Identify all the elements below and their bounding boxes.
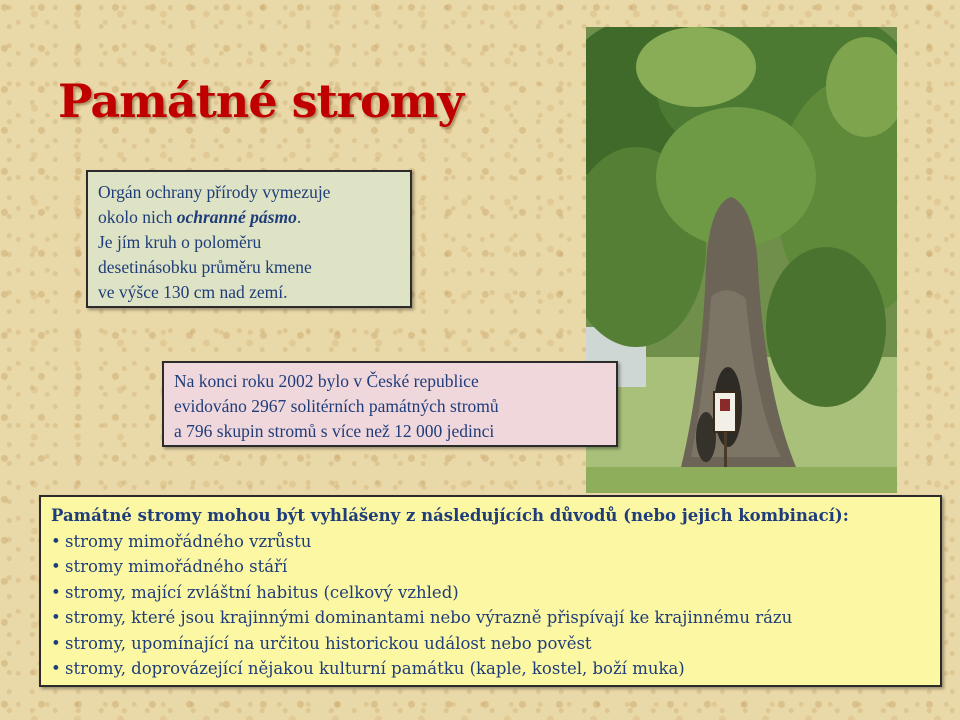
protection-zone-box xyxy=(86,170,412,308)
box2-line: a 796 skupin stromů s více než 12 000 jedinci xyxy=(174,421,495,441)
box1-line: desetinásobku průměru kmene xyxy=(98,257,312,277)
list-item: • stromy, doprovázející nějakou kulturní památku (kaple, kostel, boží muka) xyxy=(51,656,930,682)
list-item: • stromy, mající zvláštní habitus (celkový vzhled) xyxy=(51,580,930,606)
bullet-icon: • xyxy=(51,531,61,551)
list-item: • stromy, které jsou krajinnými dominantami nebo výrazně přispívají ke krajinnému rázu xyxy=(51,605,930,631)
box1-line: ve výšce 130 cm nad zemí. xyxy=(98,282,288,302)
list-item: • stromy mimořádného vzrůstu xyxy=(51,529,930,555)
box1-line: Orgán ochrany přírody vymezuje xyxy=(98,182,331,202)
box1-line: Je jím kruh o poloměru xyxy=(98,232,262,252)
box2-line: Na konci roku 2002 bylo v České republice xyxy=(174,371,479,391)
page-title: Památné stromy xyxy=(58,74,464,128)
list-item: • stromy mimořádného stáří xyxy=(51,554,930,580)
tree-photo xyxy=(586,27,897,493)
bullet-icon: • xyxy=(51,659,61,678)
reasons-heading: Památné stromy mohou být vyhlášeny z následujících důvodů (nebo jejich kombinací): xyxy=(51,506,849,525)
reasons-box xyxy=(39,495,942,687)
bullet-icon: • xyxy=(51,582,61,602)
statistics-box xyxy=(162,361,618,447)
bullet-icon: • xyxy=(51,557,61,576)
reasons-list xyxy=(51,529,930,682)
box2-line: evidováno 2967 solitérních památných stromů xyxy=(174,396,499,416)
box1-line: okolo nich ochranné pásmo. xyxy=(98,207,302,227)
bullet-icon: • xyxy=(51,608,61,627)
protection-zone-term: ochranné pásmo xyxy=(176,207,297,227)
bullet-icon: • xyxy=(51,633,61,653)
list-item: • stromy, upomínající na určitou historickou událost nebo pověst xyxy=(51,631,930,657)
